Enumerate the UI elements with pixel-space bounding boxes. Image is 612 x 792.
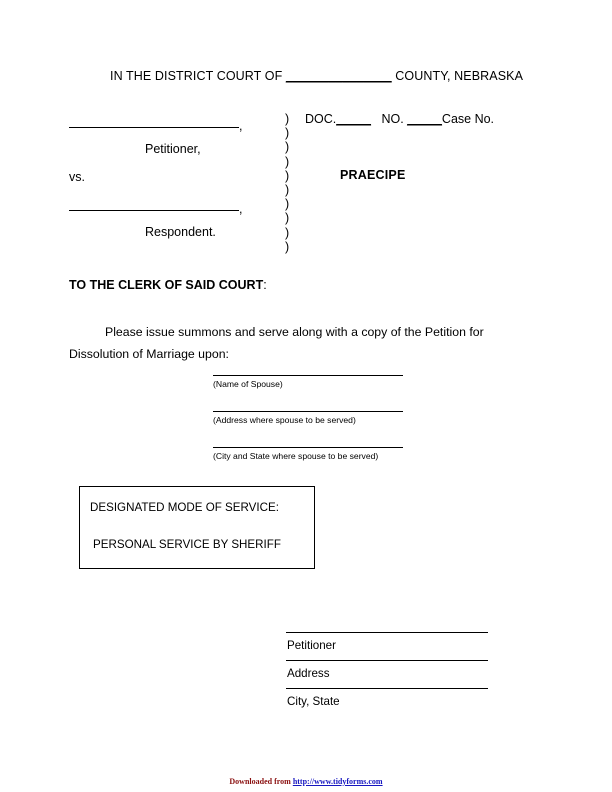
- petitioner-city-state-rule[interactable]: [286, 688, 488, 689]
- doc-label: DOC.: [305, 112, 337, 126]
- spouse-address-rule[interactable]: [213, 411, 403, 412]
- petitioner-signature-label: Petitioner: [287, 639, 336, 652]
- caption-paren: ): [285, 112, 290, 126]
- docket-line: [305, 113, 494, 126]
- county-blank-field[interactable]: _______________: [285, 69, 392, 83]
- caption-paren: ): [285, 126, 290, 141]
- spouse-city-state-caption: (City and State where spouse to be served): [213, 451, 379, 461]
- doc-number-field[interactable]: _____: [336, 112, 372, 126]
- caption-paren: ): [285, 140, 290, 155]
- petitioner-rule-comma: ,: [239, 119, 243, 133]
- spouse-address-caption: (Address where spouse to be served): [213, 415, 356, 425]
- respondent-rule-comma: ,: [239, 202, 243, 216]
- caption-paren: ): [285, 211, 290, 226]
- versus-label: vs.: [69, 170, 85, 184]
- petitioner-address-rule[interactable]: [286, 660, 488, 661]
- respondent-label: Respondent.: [145, 225, 216, 239]
- caption-paren: ): [285, 239, 290, 254]
- petitioner-signature-rule[interactable]: [286, 632, 488, 633]
- clerk-heading: [69, 279, 267, 292]
- clerk-heading-colon: :: [263, 278, 267, 292]
- document-title: PRAECIPE: [340, 168, 406, 182]
- request-paragraph: Please issue summons and serve along with a copy of the Petition for Dissolution of Marriage upon:: [69, 325, 484, 361]
- footer-prefix: Downloaded from: [229, 777, 293, 786]
- spouse-city-state-rule[interactable]: [213, 447, 403, 448]
- caption-paren: ): [285, 197, 290, 212]
- no-label: NO.: [381, 112, 404, 126]
- footer-url-link[interactable]: http://www.tidyforms.com: [292, 777, 383, 786]
- petitioner-label: Petitioner,: [145, 142, 201, 156]
- case-no-label: Case No.: [441, 112, 495, 126]
- caption-paren: ): [285, 225, 290, 240]
- petitioner-address-label: Address: [287, 667, 330, 680]
- caption-paren: ): [285, 182, 290, 197]
- case-number-field[interactable]: _____: [407, 112, 442, 126]
- docket-gap: [371, 112, 381, 126]
- clerk-heading-text: TO THE CLERK OF SAID COURT: [69, 278, 264, 292]
- designated-mode-of-service-box: [79, 486, 315, 569]
- mode-of-service-heading: DESIGNATED MODE OF SERVICE:: [90, 501, 279, 514]
- petitioner-city-state-label: City, State: [287, 695, 340, 708]
- respondent-name-rule[interactable]: [69, 210, 239, 211]
- spouse-name-rule[interactable]: [213, 375, 403, 376]
- footer-attribution: [0, 777, 612, 786]
- court-heading-prefix: IN THE DISTRICT COURT OF: [110, 69, 286, 83]
- court-heading-suffix: COUNTY, NEBRASKA: [391, 69, 524, 83]
- petitioner-name-rule[interactable]: [69, 127, 239, 128]
- caption-paren: ): [285, 168, 290, 183]
- court-heading: [110, 70, 523, 83]
- spouse-name-caption: (Name of Spouse): [213, 379, 283, 389]
- caption-paren-divider: [285, 112, 289, 254]
- mode-of-service-selection[interactable]: PERSONAL SERVICE BY SHERIFF: [93, 538, 281, 551]
- caption-paren: ): [285, 154, 290, 169]
